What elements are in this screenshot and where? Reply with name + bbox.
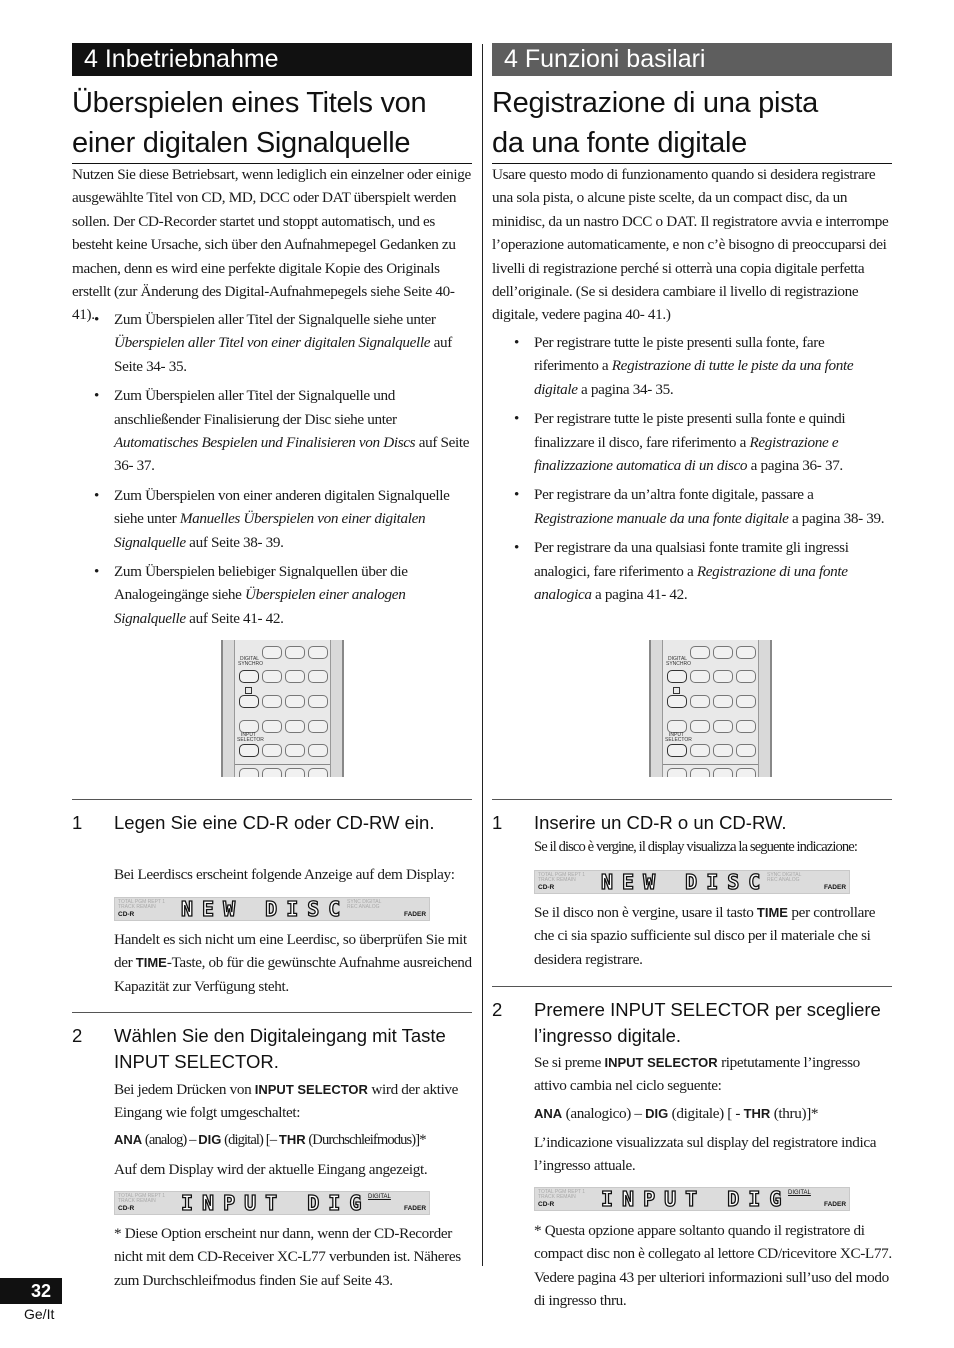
intro-paragraph: Nutzen Sie diese Betriebsart, wenn lediglich ein einzelner oder einige ausgewählte Titel von CD, MD, DCC oder DAT überspielt werden sollen. Der CD-Recorder startet und stoppt automatisch, und es besteht keine Ursache, sich über den Aufnahmepegel Gedanken zu machen, denn es wird eine perfekte digitale Kopie des Originals erstellt (zur Änderung des Digital-Aufnahmepegels siehe Seite 40- 41). [72, 166, 471, 324]
list-item: • Per registrare tutte le piste presenti sulla fonte e quindi finalizzare il disco, fare riferimento a Registrazione e finalizzazione automatica di un disco a pagina 36- 37. [514, 410, 846, 475]
list-item: • Per registrare da una qualsiasi fonte tramite gli ingressi analogici, fare riferimento a Registrazione di una fonte analogica a pagina 41- 42. [514, 539, 849, 604]
lcd-display-input-dig: TOTAL PGM REPT 1 TRACK REMAIN CD-R INPUT DIG DIGITAL FADER [534, 1187, 850, 1211]
step-2-text: Se si preme INPUT SELECTOR ripetutamente l’ingresso attivo cambia nel ciclo seguente: [534, 1054, 860, 1095]
list-item: • Per registrare tutte le piste presenti sulla fonte, fare riferimento a Registrazione di tutte le piste da una fonte digitale a pagina 34- 35. [514, 334, 854, 398]
divider [492, 986, 892, 987]
step-1-text: Bei Leerdiscs erscheint folgende Anzeige auf dem Display: [114, 866, 455, 883]
step-1-title: 1 Inserire un CD-R o un CD-RW. [492, 812, 787, 833]
reference-list [492, 331, 892, 612]
list-item: • Zum Überspielen beliebiger Signalquellen über die Analogeingänge siehe Überspielen einer analogen Signalquelle auf Seite 41- 42. [94, 563, 408, 627]
step-2-title: 2 Premere INPUT SELECTOR per scegliere l’ingresso digitale. [492, 999, 881, 1046]
divider [72, 799, 472, 800]
step-1-title: 1 Legen Sie eine CD-R oder CD-RW ein. [72, 812, 435, 833]
reference-list [72, 308, 472, 636]
step-2-title: 2 Wählen Sie den Digitaleingang mit Taste INPUT SELECTOR. [72, 1025, 446, 1072]
step-1-text: Se il disco è vergine, il display visualizza la seguente indicazione: [534, 839, 858, 855]
step-2-display-note: L’indicazione visualizzata sul display del registratore indica l’ingresso attuale. [534, 1134, 877, 1175]
page-title: Überspielen eines Titels von einer digitalen Signalquelle [72, 83, 472, 164]
list-item: • Per registrare da un’altra fonte digitale, passare a Registrazione manuale da una fonte digitale a pagina 38- 39. [514, 486, 885, 527]
footnote: * Questa opzione appare soltanto quando il registratore di compact disc non è collegato al lettore CD/ricevitore XC-L77. Vedere pagina 43 per ulteriori informazioni sull’uso del modo di ingresso thru. [534, 1222, 892, 1310]
lcd-display-new-disc: TOTAL PGM REPT 1 TRACK REMAIN CD-R NEW DISC SYNC DIGITAL REC ANALOG FADER [114, 897, 430, 921]
input-cycle-sequence: ANA (analog) – DIG (digital) [– THR (Durchschleifmodus)]* [114, 1132, 426, 1148]
list-item: • Zum Überspielen aller Titel der Signalquelle siehe unter Überspielen aller Titel von einer digitalen Signalquelle auf Seite 34- 35. [94, 311, 452, 375]
column-divider [482, 44, 483, 1266]
step-1-note: Se il disco non è vergine, usare il tasto TIME per controllare che ci sia spazio sufficiente sul disco per il materiale che si desidera registrare. [534, 904, 876, 968]
list-item: • Zum Überspielen von einer anderen digitalen Signalquelle siehe unter Manuelles Überspielen von einer digitalen Signalquelle auf Seite 38- 39. [94, 486, 450, 551]
remote-control-illustration: DIGITAL SYNCHRO INPUT SELECTOR [649, 640, 772, 777]
section-banner: 4 Funzioni basilari [492, 43, 892, 76]
intro-paragraph: Usare questo modo di funzionamento quando si desidera registrare una sola pista, o alcune piste scelte, da un compact disc, da un minidisc, da un nastro DCC o DAT. Il registratore avvia e interrompe l’operazione automaticamente, e non c’è bisogno di preoccuparsi dei livelli di registrazione perché si otterrà una copia digitale perfetta dell’originale. (Se si desidera cambiare il livello di registrazione digitale, vedere pagina 40- 41.) [492, 166, 889, 324]
page-number: 32 [0, 1278, 62, 1304]
section-banner: 4 Inbetriebnahme [72, 43, 472, 76]
step-1-note: Handelt es sich nicht um eine Leerdisc, so überprüfen Sie mit der TIME-Taste, ob für die gewünschte Aufnahme ausreichend Kapazität zur Verfügung steht. [114, 931, 472, 995]
step-2-display-note: Auf dem Display wird der aktuelle Eingang angezeigt. [114, 1161, 428, 1178]
language-code: Ge/It [24, 1306, 55, 1322]
step-2-text: Bei jedem Drücken von INPUT SELECTOR wird der aktive Eingang wie folgt umgeschaltet: [114, 1081, 459, 1122]
lcd-display-new-disc: TOTAL PGM REPT 1 TRACK REMAIN CD-R NEW DISC SYNC DIGITAL REC ANALOG FADER [534, 870, 850, 894]
footnote: * Diese Option erscheint nur dann, wenn der CD-Recorder nicht mit dem CD-Receiver XC-L77 verbunden ist. Näheres zum Durchschleifmodus finden Sie auf Seite 43. [114, 1225, 461, 1289]
input-cycle-sequence: ANA (analogico) – DIG (digitale) [ - THR (thru)]* [534, 1105, 819, 1122]
divider [492, 799, 892, 800]
remote-control-illustration: DIGITAL SYNCHRO INPUT SELECTOR [221, 640, 344, 777]
list-item: • Zum Überspielen aller Titel der Signalquelle und anschließender Finalisierung der Disc siehe unter Automatisches Bespielen und Finalisieren von Discs auf Seite 36- 37. [94, 387, 470, 475]
page-title: Registrazione di una pista da una fonte digitale [492, 83, 892, 164]
lcd-display-input-dig: TOTAL PGM REPT 1 TRACK REMAIN CD-R INPUT DIG DIGITAL FADER [114, 1191, 430, 1215]
divider [72, 1012, 472, 1013]
